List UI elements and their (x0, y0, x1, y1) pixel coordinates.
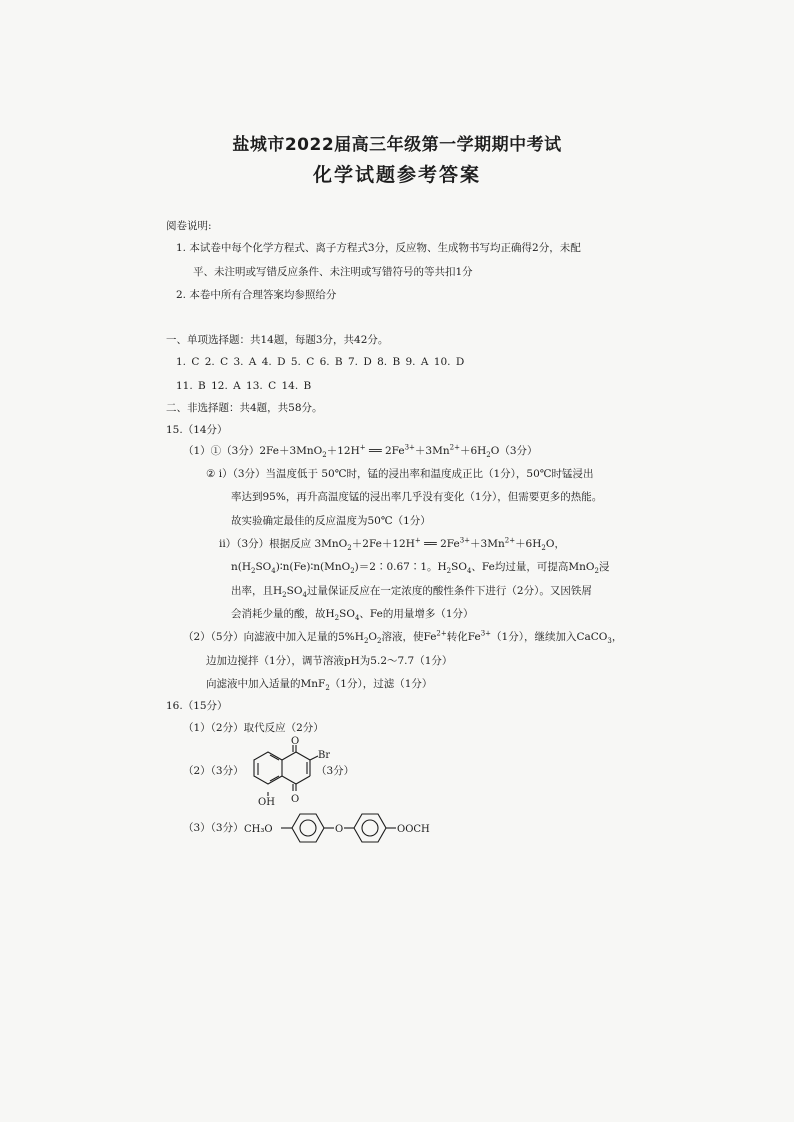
page-title: 盐城市2022届高三年级第一学期期中考试 (232, 135, 562, 155)
q15-part1-equation: （1）①（3分）2Fe＋3MnO$_2$＋12H+ ══ $2Fe^{3+}+3Mn^{2+}+6H_2O(3$分） (183, 443, 538, 460)
struct2-left-group: CH₃O (244, 824, 273, 835)
q15-part3-line-1: （2）（5分）向滤液中加入足量的$5\%H_2O_2$溶液，使$Fe^{2+}$转化$Fe^{3+}(1$分），继续加入CaCO$_3$， (183, 629, 623, 646)
struct2-bridge-oxygen: O (335, 824, 344, 835)
part2-heading: 二、非选择题：共4题，共58分。 (166, 402, 323, 414)
struct2-right-group: OOCH (397, 824, 430, 835)
notes-item-1-line-2: 平、未注明或写错反应条件、未注明或写错符号的等共扣1分 (193, 266, 473, 278)
q15-part2i-line-2: 率达到95%，再升高温度锰的浸出率几乎没有变化（1分），但需要更多的热能。 (231, 491, 603, 503)
struct1-bottom-oxygen: O (291, 794, 300, 805)
struct1-top-oxygen: O (291, 736, 300, 747)
q16-part1: （1）（2分）取代反应（2分） (183, 722, 324, 734)
diphenyl-ether-structure (244, 806, 454, 850)
notes-item-1-line-1: 1. 本试卷中每个化学方程式、离子方程式3分，反应物、生成物书写均正确得2分，未配 (176, 242, 581, 254)
q15-label: 15.（14分） (166, 424, 228, 436)
q16-label: 16.（15分） (166, 700, 228, 712)
notes-heading: 阅卷说明: (166, 220, 212, 232)
part1-answers-row-1: 1. C 2. C 3. A 4. D 5. C 6. B 7. D 8. B 9. A 10. D (176, 356, 465, 368)
q15-part2ii-line-2: $n(H_2SO_4)∶n(Fe)∶n(MnO_2)=2∶0.67∶1$。$H_2SO_4$、Fe均过量，可提高MnO$_2$浸 (231, 561, 610, 576)
q16-part3-prefix: （3）（3分） (183, 822, 244, 834)
q16-part2-suffix: （3分） (316, 765, 355, 777)
q15-part3-line-2: 边加边搅拌（1分），调节溶液pH为5.2～7.7（1分） (206, 655, 453, 667)
struct1-hydroxyl: OH (258, 797, 275, 806)
q15-part2i-line-3: 故实验确定最佳的反应温度为50℃（1分） (231, 515, 431, 527)
part1-answers-row-2: 11. B 12. A 13. C 14. B (176, 380, 312, 392)
struct1-bromine: Br (318, 750, 330, 761)
part1-heading: 一、单项选择题：共14题，每题3分，共42分。 (166, 334, 389, 346)
notes-item-2: 2. 本卷中所有合理答案均参照给分 (176, 289, 337, 301)
q15-part2i-line-1: ② i）（3分）当温度低于 50℃时，锰的浸出率和温度成正比（1分），50℃时锰浸出 (206, 468, 594, 480)
q15-part2ii-line-4: 会消耗少量的酸，故$H_2SO_4$、Fe的用量增多（1分） (231, 608, 474, 623)
q15-part2ii-line-3: 出率，且$H_2SO_4$过量保证反应在一定浓度的酸性条件下进行（2分）。又因铁屑 (231, 585, 592, 600)
page-subtitle: 化学试题参考答案 (312, 164, 481, 186)
q16-part2-prefix: （2）（3分） (183, 765, 244, 777)
q15-part2ii-line-1: ii）（3分）根据反应 3MnO$_2$＋2Fe＋12H+ ══ $2Fe^{3+}+3Mn^{2+}+6H_2O$， (219, 536, 565, 553)
q15-part3-line-3: 向滤液中加入适量的MnF$_2$（1分），过滤（1分） (206, 678, 433, 693)
